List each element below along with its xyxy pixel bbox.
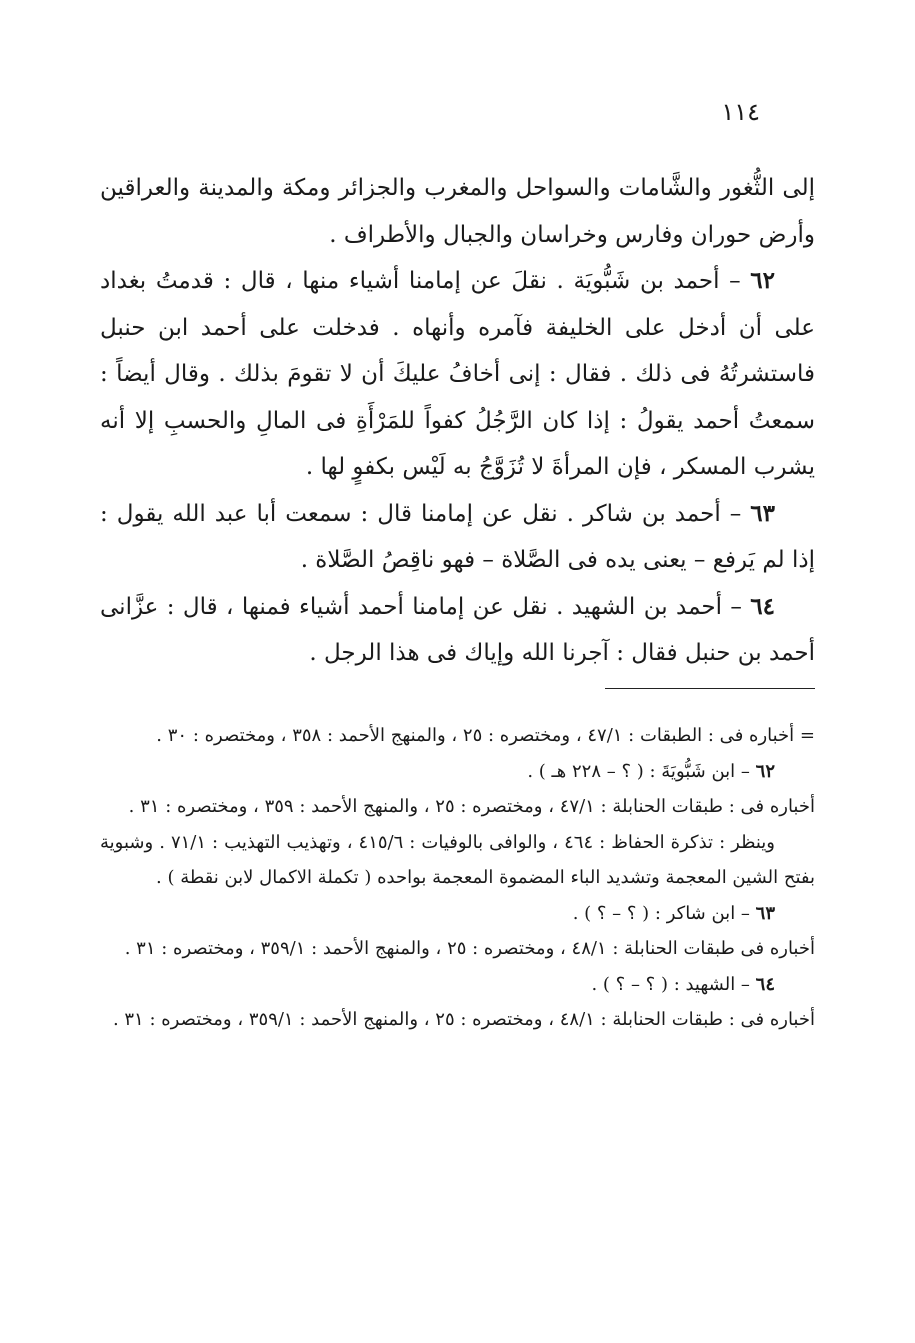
footnote-heading-text: – ابن شَبُّويَةَ : ( ؟ – ٢٢٨ هـ ) .: [527, 760, 750, 782]
footnote-63-heading: [100, 896, 815, 932]
footnote-62-see-also: وينظر : تذكرة الحفاظ : ٤٦٤ ، والوافى بالوفيات : ٤١٥/٦ ، وتهذيب التهذيب : ٧١/١ . وشبوية بفتح الشين المعجمة وتشديد الباء المضموة المعجمة بواحده ( تكملة الاكمال لابن نقطة ) .: [100, 831, 815, 888]
footnote-64-heading: [100, 967, 815, 1003]
entry-64: [100, 584, 815, 677]
entry-text: – أحمد بن الشهيد . نقل عن إمامنا أحمد أشياء فمنها ، قال : عزَّانى أحمد بن حنبل فقال : آجرنا الله وإياك فى هذا الرجل .: [100, 593, 815, 666]
footnote-62-heading: [100, 754, 815, 790]
footnote-number: ٦٢: [755, 760, 775, 782]
entry-number: ٦٢: [750, 267, 776, 294]
paragraph-continuation: إلى الثُّغور والشَّامات والسواحل والمغرب والجزائر ومكة والمدينة والعراقين وأرض حوران وفارس وخراسان والجبال والأطراف .: [100, 175, 815, 248]
entry-62: [100, 258, 815, 491]
footnote-number: ٦٣: [755, 902, 775, 924]
entry-number: ٦٤: [750, 592, 776, 620]
footnotes-section: [100, 718, 815, 1038]
entry-text: – أحمد بن شاكر . نقل عن إمامنا قال : سمعت أبا عبد الله يقول : إذا لم يَرفع – يعنى يده فى الصَّلاة – فهو ناقِصُ الصَّلاة .: [100, 500, 815, 573]
footnote-62-sources: أخباره فى : طبقات الحنابلة : ٤٧/١ ، ومختصره : ٢٥ ، والمنهج الأحمد : ٣٥٩ ، ومختصره : ٣١ .: [128, 796, 815, 817]
footnote-heading-text: – الشهيد : ( ؟ – ؟ ) .: [591, 973, 750, 995]
footnote-63-sources: أخباره فى طبقات الحنابلة : ٤٨/١ ، ومختصره : ٢٥ ، والمنهج الأحمد : ٣٥٩/١ ، ومختصره : ٣١ .: [124, 938, 815, 959]
entry-63: [100, 491, 815, 584]
footnote-divider: [605, 688, 815, 689]
footnote-heading-text: – ابن شاكر : ( ؟ – ؟ ) .: [572, 902, 750, 924]
footnote-number: ٦٤: [755, 973, 775, 995]
entry-text: – أحمد بن شَبُّويَة . نقلَ عن إمامنا أشياء منها ، قال : قدمتُ بغداد على أن أدخل على الخليفة فآمره وأنهاه . فدخلت على أحمد ابن حنبل فاستشرتُهُ فى ذلك . فقال : إنى أخافُ عليكَ أن لا تقومَ بذلك . وقال أيضاً : سمعتُ أحمد يقولُ : إذا كان الرَّجُلُ كفواً للمَرْأَةِ فى المالِ والحسبِ إلا أنه يشرب المسكر ، فإن المرأةَ لا تُزَوَّجُ به لَيْس بكفوٍ لها .: [100, 268, 815, 480]
page-number: ١١٤: [721, 98, 760, 126]
footnote-continuation: = أخباره فى : الطبقات : ٤٧/١ ، ومختصره : ٢٥ ، والمنهج الأحمد : ٣٥٨ ، ومختصره : ٣٠ .: [156, 725, 815, 746]
entry-number: ٦٣: [750, 499, 775, 527]
main-text-body: [100, 165, 815, 677]
footnote-64-sources: أخباره فى : طبقات الحنابلة : ٤٨/١ ، ومختصره : ٢٥ ، والمنهج الأحمد : ٣٥٩/١ ، ومختصره : ٣١ .: [112, 1009, 815, 1030]
